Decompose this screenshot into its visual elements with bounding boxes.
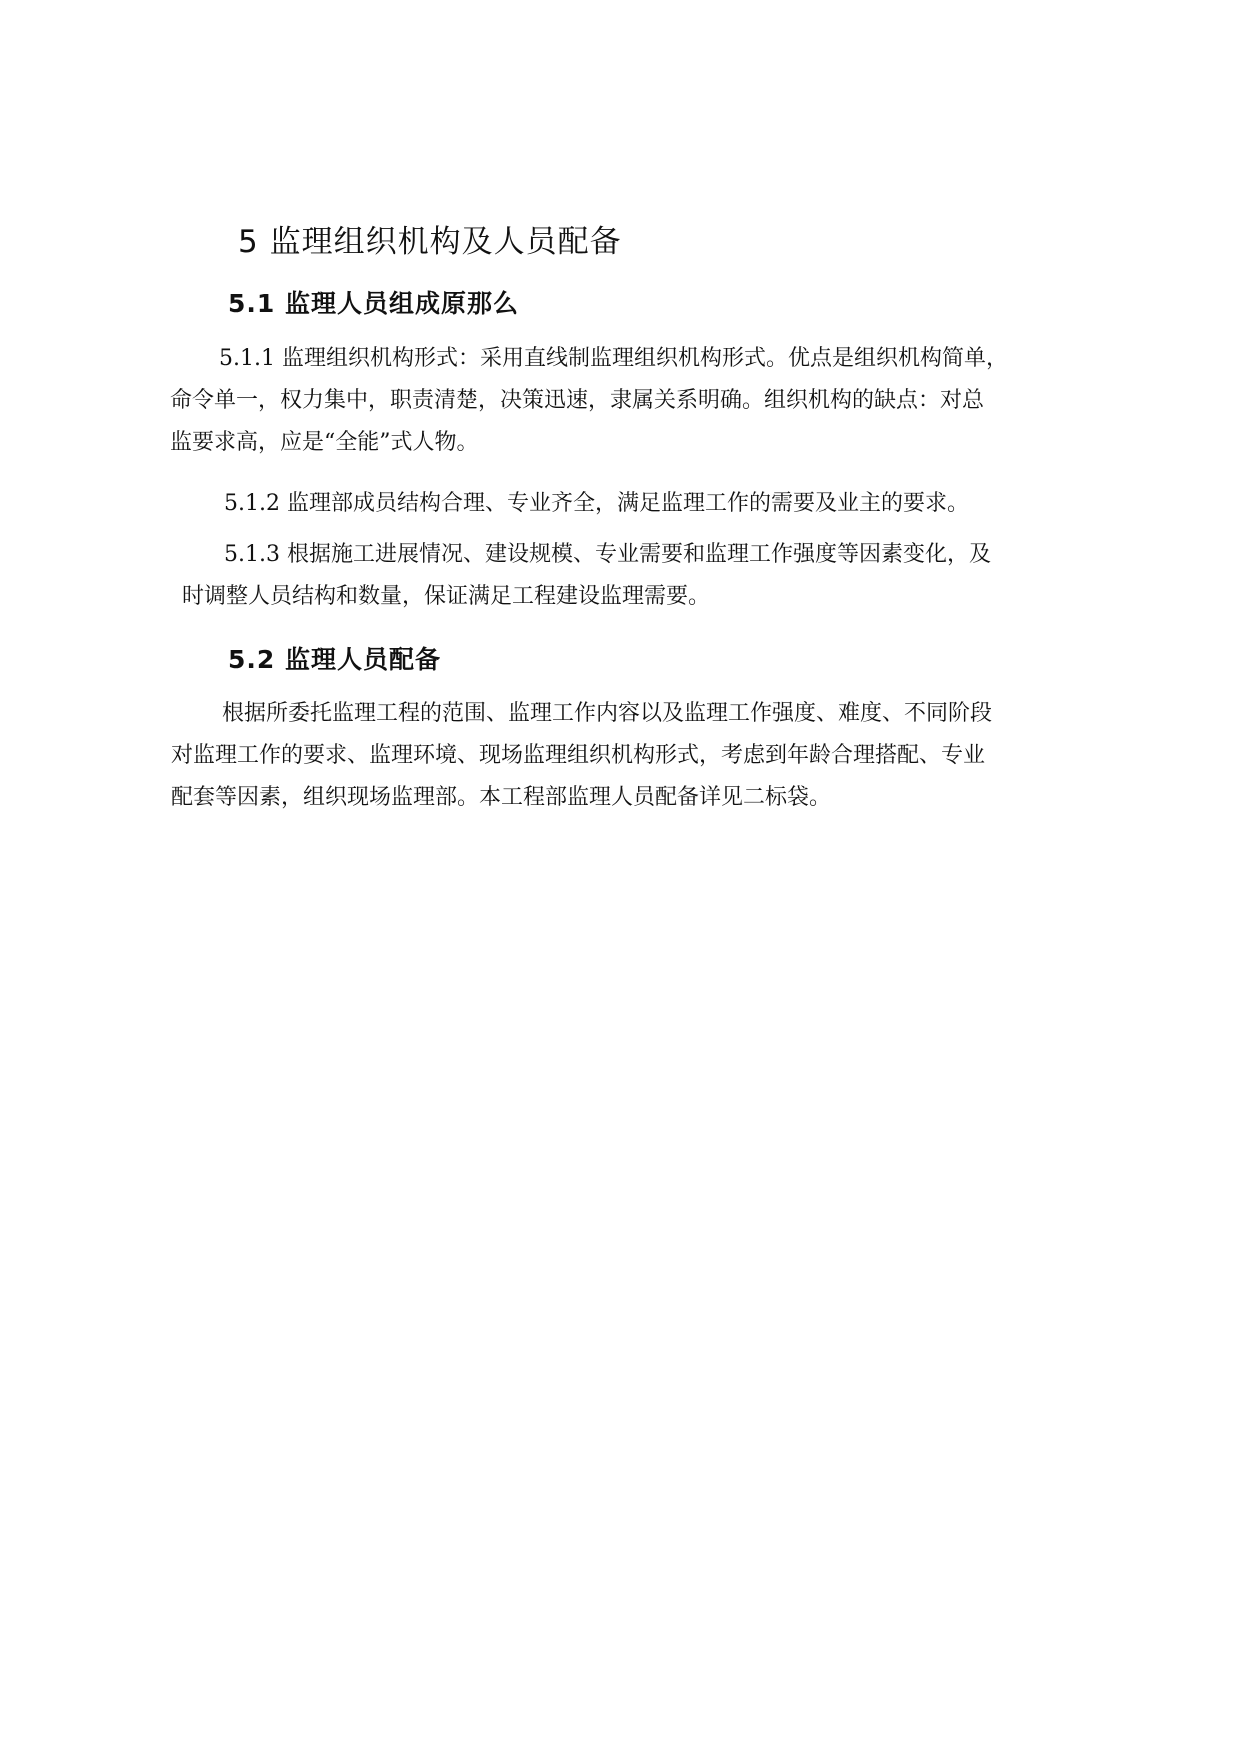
paragraph-line: 监要求高，应是“全能”式人物。	[170, 430, 479, 455]
paragraph-5-1-2	[224, 483, 969, 525]
paragraph-5-1-1	[170, 338, 1008, 464]
paragraph-line: 配套等因素，组织现场监理部。本工程部监理人员配备详见二标袋。	[171, 785, 832, 810]
paragraph-line: 5.1.1 监理组织机构形式：采用直线制监理组织机构形式。优点是组织机构简单，	[219, 346, 1008, 371]
paragraph-5-1-3	[182, 534, 991, 618]
section-title: 5 监理组织机构及人员配备	[238, 224, 622, 260]
subsection-title-5-1: 5.1 监理人员组成原那么	[228, 289, 519, 318]
subsection-title-5-2: 5.2 监理人员配备	[228, 645, 441, 674]
paragraph-5-2	[171, 693, 993, 819]
paragraph-line: 5.1.2 监理部成员结构合理、专业齐全，满足监理工作的需要及业主的要求。	[224, 491, 969, 516]
paragraph-line: 对监理工作的要求、监理环境、现场监理组织机构形式，考虑到年龄合理搭配、专业	[171, 743, 986, 768]
paragraph-line: 命令单一，权力集中，职责清楚，决策迅速，隶属关系明确。组织机构的缺点：对总	[170, 388, 985, 413]
paragraph-line: 根据所委托监理工程的范围、监理工作内容以及监理工作强度、难度、不同阶段	[222, 701, 993, 726]
paragraph-line: 5.1.3 根据施工进展情况、建设规模、专业需要和监理工作强度等因素变化，及	[224, 542, 991, 567]
paragraph-line: 时调整人员结构和数量，保证满足工程建设监理需要。	[182, 584, 711, 609]
